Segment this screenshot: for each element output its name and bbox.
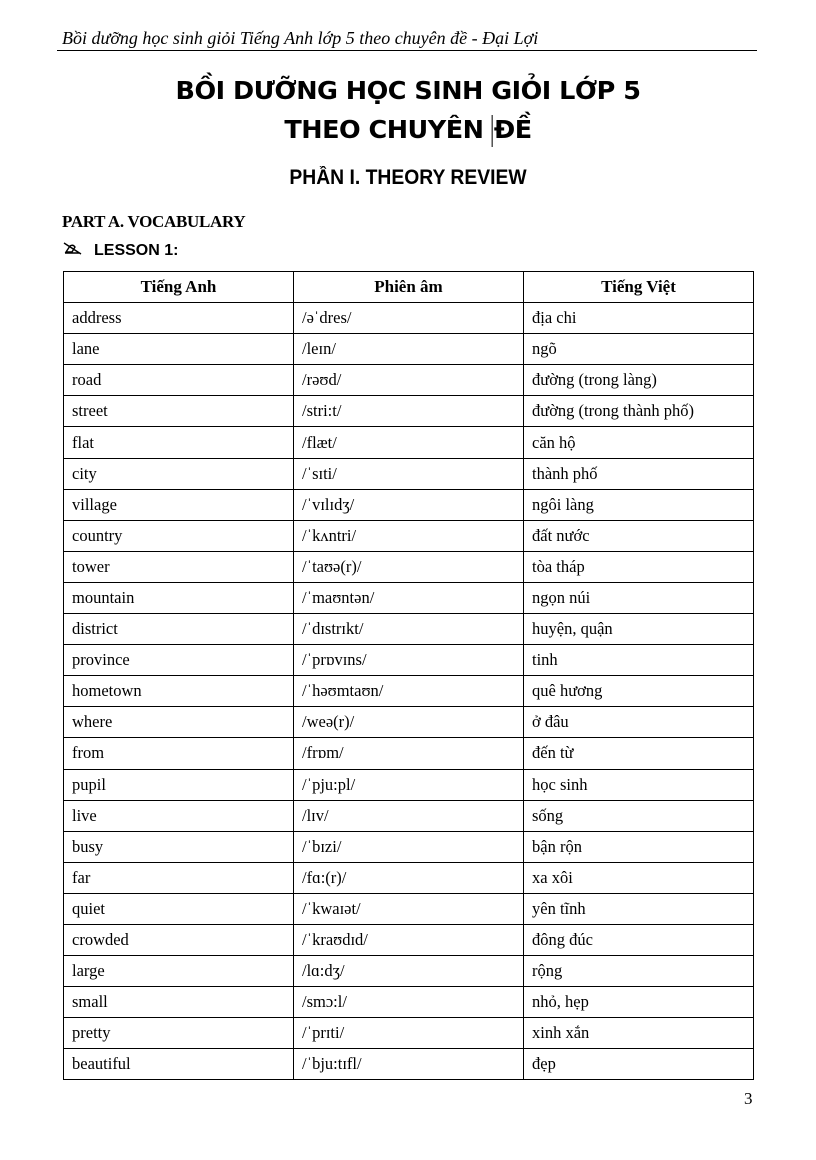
vietnamese-meaning: tòa tháp	[524, 551, 754, 582]
table-row	[64, 520, 754, 551]
title-text: THEO CHUYÊN	[284, 115, 492, 144]
english-word: from	[64, 738, 294, 769]
vietnamese-meaning: tinh	[524, 645, 754, 676]
vietnamese-meaning: xa xôi	[524, 862, 754, 893]
document-title-line-1: BỒI DƯỠNG HỌC SINH GIỎI LỚP 5	[175, 76, 641, 105]
english-word: far	[64, 862, 294, 893]
table-row	[64, 334, 754, 365]
phonetic: /əˈdres/	[294, 303, 524, 334]
table-header-row	[64, 272, 754, 303]
table-row	[64, 582, 754, 613]
phonetic: /stri:t/	[294, 396, 524, 427]
english-word: province	[64, 645, 294, 676]
english-word: hometown	[64, 676, 294, 707]
table-row	[64, 1018, 754, 1049]
english-word: pupil	[64, 769, 294, 800]
vietnamese-meaning: quê hương	[524, 676, 754, 707]
phonetic: /rəʊd/	[294, 365, 524, 396]
phonetic: /ˈbɪzi/	[294, 831, 524, 862]
english-word: where	[64, 707, 294, 738]
phonetic: /lɪv/	[294, 800, 524, 831]
phonetic: /ˈbju:tɪfl/	[294, 1049, 524, 1080]
phonetic: /leɪn/	[294, 334, 524, 365]
lesson-label: LESSON 1:	[94, 241, 179, 259]
english-word: small	[64, 987, 294, 1018]
table-row	[64, 676, 754, 707]
table-row	[64, 365, 754, 396]
phonetic: /ˈprɒvɪns/	[294, 645, 524, 676]
vietnamese-meaning: học sinh	[524, 769, 754, 800]
english-word: beautiful	[64, 1049, 294, 1080]
vietnamese-meaning: thành phố	[524, 458, 754, 489]
page-number: 3	[744, 1089, 753, 1108]
table-row	[64, 831, 754, 862]
phonetic: /ˈprɪti/	[294, 1018, 524, 1049]
table-row	[64, 1049, 754, 1080]
part-title: PHẦN I. THEORY REVIEW	[289, 166, 527, 189]
vietnamese-meaning: căn hộ	[524, 427, 754, 458]
vietnamese-meaning: ngõ	[524, 334, 754, 365]
vietnamese-meaning: đến từ	[524, 738, 754, 769]
phonetic: /flæt/	[294, 427, 524, 458]
column-header-phonetic: Phiên âm	[294, 272, 524, 303]
vietnamese-meaning: bận rộn	[524, 831, 754, 862]
phonetic: /smɔ:l/	[294, 987, 524, 1018]
english-word: live	[64, 800, 294, 831]
table-row	[64, 427, 754, 458]
phonetic: /ˈmaʊntən/	[294, 582, 524, 613]
english-word: city	[64, 458, 294, 489]
column-header-vietnamese: Tiếng Việt	[524, 272, 754, 303]
table-row	[64, 645, 754, 676]
table-row	[64, 489, 754, 520]
table-row	[64, 396, 754, 427]
vietnamese-meaning: đường (trong thành phố)	[524, 396, 754, 427]
vietnamese-meaning: sống	[524, 800, 754, 831]
phonetic: /ˈpju:pl/	[294, 769, 524, 800]
phonetic: /ˈvɪlɪdʒ/	[294, 489, 524, 520]
table-row	[64, 987, 754, 1018]
vietnamese-meaning: yên tĩnh	[524, 893, 754, 924]
phonetic: /lɑ:dʒ/	[294, 956, 524, 987]
english-word: address	[64, 303, 294, 334]
vietnamese-meaning: xinh xắn	[524, 1018, 754, 1049]
vietnamese-meaning: địa chi	[524, 303, 754, 334]
table-row	[64, 769, 754, 800]
vietnamese-meaning: rộng	[524, 956, 754, 987]
english-word: crowded	[64, 924, 294, 955]
header-rule	[57, 50, 757, 51]
english-word: mountain	[64, 582, 294, 613]
vietnamese-meaning: đất nước	[524, 520, 754, 551]
table-row	[64, 956, 754, 987]
english-word: large	[64, 956, 294, 987]
english-word: road	[64, 365, 294, 396]
table-row	[64, 800, 754, 831]
phonetic: /ˈkraʊdɪd/	[294, 924, 524, 955]
english-word: tower	[64, 551, 294, 582]
phonetic: /ˈtaʊə(r)/	[294, 551, 524, 582]
english-word: busy	[64, 831, 294, 862]
english-word: street	[64, 396, 294, 427]
column-header-english: Tiếng Anh	[64, 272, 294, 303]
table-row	[64, 303, 754, 334]
english-word: flat	[64, 427, 294, 458]
table-row	[64, 862, 754, 893]
table-row	[64, 893, 754, 924]
running-header: Bồi dưỡng học sinh giỏi Tiếng Anh lớp 5 theo chuyên đề - Đại Lợi	[62, 28, 539, 48]
vocabulary-table	[63, 271, 754, 1080]
table-row	[64, 738, 754, 769]
table-row	[64, 551, 754, 582]
vietnamese-meaning: nhỏ, hẹp	[524, 987, 754, 1018]
phonetic: /ˈhəʊmtaʊn/	[294, 676, 524, 707]
section-heading: PART A. VOCABULARY	[62, 212, 246, 231]
table-row	[64, 614, 754, 645]
phonetic: /frɒm/	[294, 738, 524, 769]
lesson-heading	[62, 240, 178, 261]
table-row	[64, 458, 754, 489]
vietnamese-meaning: ở đâu	[524, 707, 754, 738]
phonetic: /ˈkʌntri/	[294, 520, 524, 551]
english-word: village	[64, 489, 294, 520]
english-word: district	[64, 614, 294, 645]
vietnamese-meaning: ngôi làng	[524, 489, 754, 520]
writing-hand-icon	[62, 240, 84, 261]
english-word: quiet	[64, 893, 294, 924]
vietnamese-meaning: huyện, quận	[524, 614, 754, 645]
document-title-line-2	[0, 115, 816, 147]
phonetic: /ˈdɪstrɪkt/	[294, 614, 524, 645]
table-row	[64, 924, 754, 955]
english-word: lane	[64, 334, 294, 365]
vietnamese-meaning: đẹp	[524, 1049, 754, 1080]
vietnamese-meaning: đường (trong làng)	[524, 365, 754, 396]
vietnamese-meaning: ngọn núi	[524, 582, 754, 613]
title-text-end: ĐỀ	[493, 115, 532, 144]
english-word: country	[64, 520, 294, 551]
phonetic: /ˈkwaɪət/	[294, 893, 524, 924]
phonetic: /ˈsɪti/	[294, 458, 524, 489]
vietnamese-meaning: đông đúc	[524, 924, 754, 955]
table-row	[64, 707, 754, 738]
text-cursor	[492, 115, 493, 147]
phonetic: /weə(r)/	[294, 707, 524, 738]
phonetic: /fɑ:(r)/	[294, 862, 524, 893]
english-word: pretty	[64, 1018, 294, 1049]
